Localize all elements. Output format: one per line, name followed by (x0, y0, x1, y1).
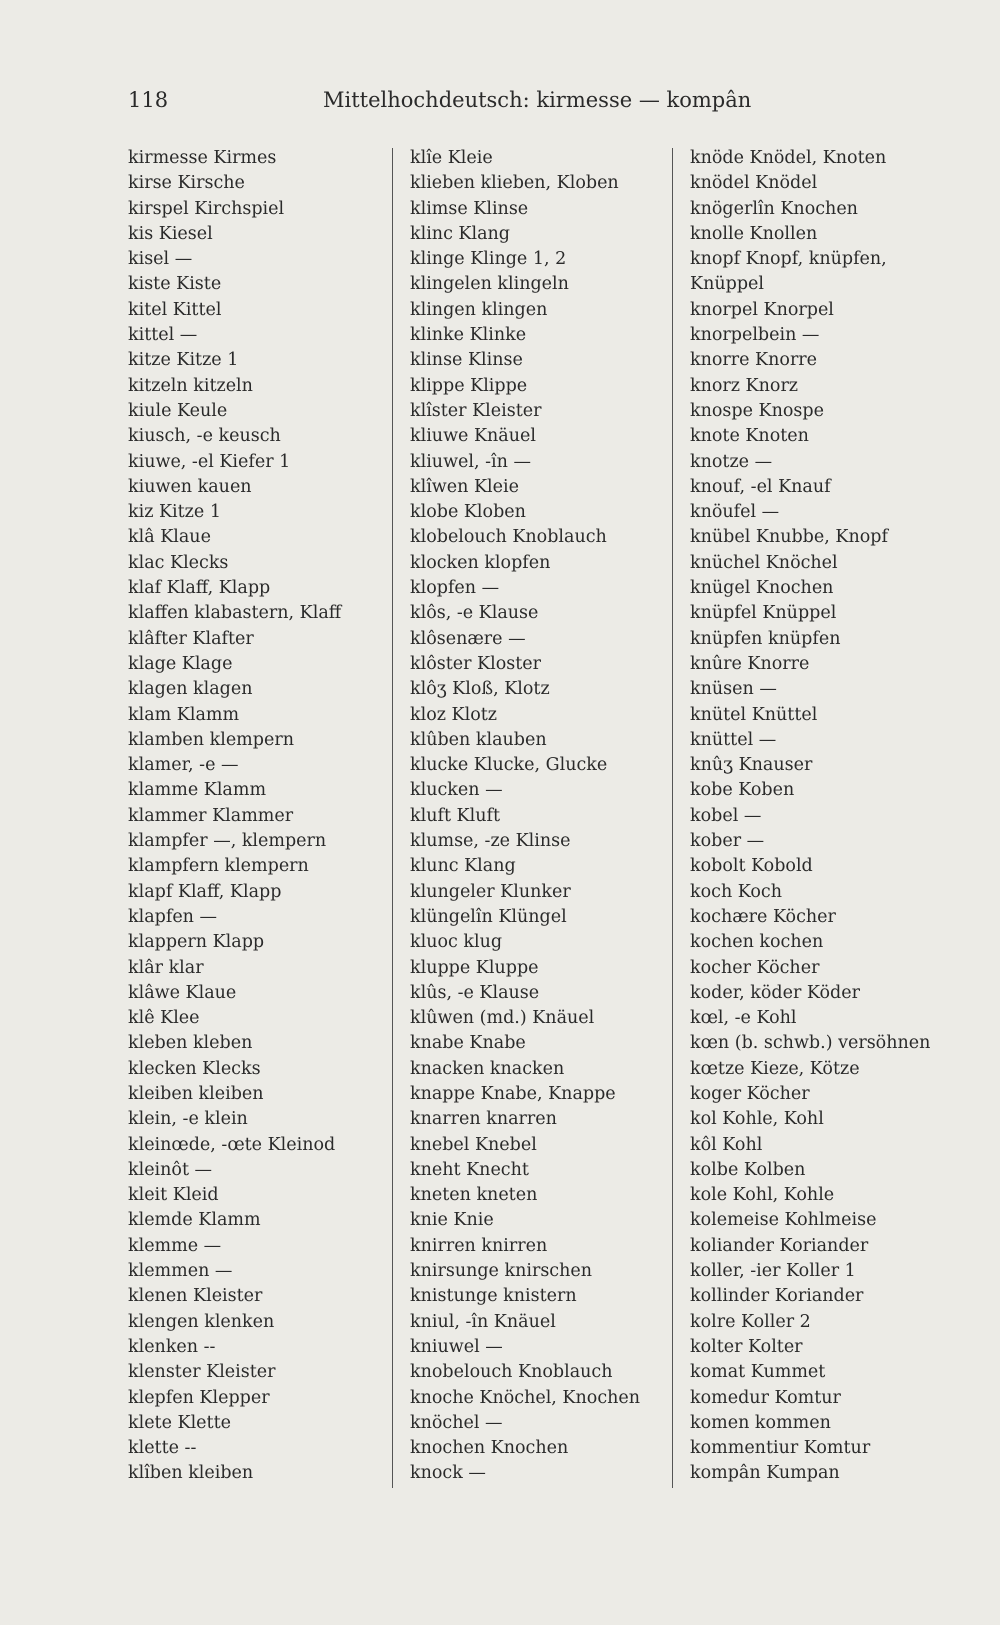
dictionary-entry: knögerlîn Knochen (690, 198, 858, 219)
dictionary-entry: knistunge knistern (410, 1286, 577, 1307)
dictionary-entry: kollinder Koriander (690, 1286, 864, 1307)
dictionary-entry: koch Koch (690, 881, 782, 902)
dictionary-entry: kole Kohl, Kohle (690, 1185, 835, 1206)
dictionary-entry: kompân Kumpan (690, 1463, 840, 1484)
dictionary-entry: klîe Kleie (410, 148, 493, 168)
dictionary-entry: knobelouch Knoblauch (410, 1362, 613, 1383)
dictionary-entry: klein, -e klein (128, 1109, 248, 1130)
dictionary-entry: koller, -ier Koller 1 (690, 1261, 856, 1282)
dictionary-entry: klamme Klamm (128, 780, 267, 801)
dictionary-entry: klippe Klippe (410, 375, 528, 396)
dictionary-entry: klumse, -ze Klinse (410, 831, 571, 852)
dictionary-entry: knödel Knödel (690, 173, 818, 194)
dictionary-entry: klac Klecks (128, 552, 229, 573)
dictionary-entry: kniul, -în Knäuel (410, 1311, 556, 1332)
dictionary-entry: klieben klieben, Kloben (410, 173, 619, 194)
dictionary-entry: kneht Knecht (410, 1159, 529, 1180)
dictionary-entry: klâr klar (128, 957, 204, 978)
dictionary-entry: komedur Komtur (690, 1387, 841, 1408)
dictionary-entry: klagen klagen (128, 679, 253, 700)
dictionary-entry: klâ Klaue (128, 527, 211, 548)
dictionary-entry: kleit Kleid (128, 1185, 219, 1206)
dictionary-entry: knochen Knochen (410, 1438, 569, 1459)
dictionary-entry: klucke Klucke, Glucke (410, 755, 608, 776)
dictionary-entry: knüpfen knüpfen (690, 628, 841, 649)
dictionary-entry: knebel Knebel (410, 1134, 537, 1155)
dictionary-entry: kœn (b. schwb.) versöhnen (690, 1033, 931, 1054)
dictionary-entry: knübel Knubbe, Knopf (690, 527, 888, 548)
dictionary-entry: kiusch, -e keusch (128, 426, 281, 447)
dictionary-entry: klüngelîn Klüngel (410, 906, 567, 927)
dictionary-entry: kisel — (128, 249, 193, 270)
dictionary-entry: knöufel — (690, 502, 780, 523)
dictionary-entry: klunc Klang (410, 856, 516, 877)
dictionary-entry: kis Kiesel (128, 223, 213, 244)
dictionary-entry: kocher Köcher (690, 957, 820, 978)
page-number: 118 (128, 88, 169, 112)
dictionary-entry: knügel Knochen (690, 578, 834, 599)
dictionary-column-2 (410, 146, 655, 1487)
dictionary-entry: klinke Klinke (410, 325, 527, 346)
dictionary-entry: knoche Knöchel, Knochen (410, 1387, 641, 1408)
dictionary-entry: klenster Kleister (128, 1362, 276, 1383)
dictionary-entry: kiste Kiste (128, 274, 222, 295)
dictionary-entry: kitze Kitze 1 (128, 350, 239, 371)
dictionary-entry: klenen Kleister (128, 1286, 263, 1307)
dictionary-entry: koger Köcher (690, 1083, 810, 1104)
dictionary-entry: kol Kohle, Kohl (690, 1109, 824, 1130)
dictionary-column-3 (690, 146, 950, 1487)
dictionary-entry: klâfter Klafter (128, 628, 254, 649)
column-divider (672, 148, 673, 1488)
dictionary-entry: klobelouch Knoblauch (410, 527, 607, 548)
dictionary-entry: kiz Kitze 1 (128, 502, 221, 523)
dictionary-entry: komen kommen (690, 1412, 831, 1433)
column-divider (392, 148, 393, 1488)
dictionary-entry: kober — (690, 831, 765, 852)
dictionary-entry: komat Kummet (690, 1362, 826, 1383)
dictionary-entry: knüsen — (690, 679, 777, 700)
dictionary-entry: knie Knie (410, 1210, 494, 1231)
dictionary-entry: klôʒ Kloß, Klotz (410, 679, 550, 700)
dictionary-entry: kœtze Kieze, Kötze (690, 1058, 860, 1079)
dictionary-entry: kleinœde, -œte Kleinod (128, 1134, 336, 1155)
dictionary-entry: kirspel Kirchspiel (128, 198, 285, 219)
dictionary-entry: knock — (410, 1463, 486, 1484)
dictionary-entry: kirse Kirsche (128, 173, 245, 194)
dictionary-entry: klete Klette (128, 1412, 231, 1433)
dictionary-entry: kobolt Kobold (690, 856, 813, 877)
dictionary-entry: klungeler Klunker (410, 881, 571, 902)
dictionary-entry: klemmen — (128, 1261, 233, 1282)
dictionary-entry: klôster Kloster (410, 653, 541, 674)
dictionary-entry: knacken knacken (410, 1058, 565, 1079)
dictionary-entry: klobe Kloben (410, 502, 526, 523)
dictionary-entry: klîben kleiben (128, 1463, 254, 1484)
dictionary-entry: kiule Keule (128, 400, 228, 421)
dictionary-entry: kneten kneten (410, 1185, 538, 1206)
dictionary-entry: kolre Koller 2 (690, 1311, 811, 1332)
page-header (128, 88, 752, 118)
dictionary-entry: klapf Klaff, Klapp (128, 881, 282, 902)
dictionary-entry: kleinôt — (128, 1159, 213, 1180)
dictionary-entry: kloz Klotz (410, 704, 497, 725)
dictionary-entry: kobe Koben (690, 780, 795, 801)
dictionary-entry: knorre Knorre (690, 350, 818, 371)
dictionary-entry: kommentiur Komtur (690, 1438, 871, 1459)
dictionary-entry: kolemeise Kohlmeise (690, 1210, 877, 1231)
dictionary-entry: knûʒ Knauser (690, 755, 813, 776)
dictionary-entry: kolbe Kolben (690, 1159, 806, 1180)
dictionary-entry: kochære Köcher (690, 906, 836, 927)
dictionary-entry: klemme — (128, 1235, 222, 1256)
dictionary-entry: klam Klamm (128, 704, 240, 725)
dictionary-entry: knirren knirren (410, 1235, 548, 1256)
dictionary-entry: klapfen — (128, 906, 218, 927)
dictionary-entry: kluppe Kluppe (410, 957, 539, 978)
dictionary-entry: knote Knoten (690, 426, 809, 447)
dictionary-entry: klammer Klammer (128, 805, 294, 826)
dictionary-entry: klûs, -e Klause (410, 982, 540, 1003)
dictionary-entry: klampfer —, klempern (128, 831, 327, 852)
dictionary-entry: knospe Knospe (690, 400, 824, 421)
dictionary-entry: kœl, -e Kohl (690, 1008, 797, 1029)
dictionary-entry: kitel Kittel (128, 299, 222, 320)
dictionary-entry: klopfen — (410, 578, 500, 599)
dictionary-entry: kliuwe Knäuel (410, 426, 536, 447)
dictionary-entry: klepfen Klepper (128, 1387, 270, 1408)
dictionary-entry: koliander Koriander (690, 1235, 869, 1256)
dictionary-entry: klage Klage (128, 653, 233, 674)
dictionary-entry: kirmesse Kirmes (128, 148, 277, 168)
dictionary-entry: klampfern klempern (128, 856, 309, 877)
dictionary-entry: kitzeln kitzeln (128, 375, 253, 396)
dictionary-entry: kolter Kolter (690, 1336, 803, 1357)
dictionary-entry: klîster Kleister (410, 400, 542, 421)
dictionary-entry: kluft Kluft (410, 805, 500, 826)
dictionary-entry: klamer, -e — (128, 755, 239, 776)
dictionary-entry: klappern Klapp (128, 932, 265, 953)
dictionary-entry: Knüppel (690, 274, 764, 295)
dictionary-entry: knorpel Knorpel (690, 299, 834, 320)
dictionary-entry: knotze — (690, 451, 773, 472)
dictionary-entry: knarren knarren (410, 1109, 557, 1130)
dictionary-entry: klaf Klaff, Klapp (128, 578, 271, 599)
dictionary-entry: knöde Knödel, Knoten (690, 148, 887, 168)
dictionary-entry: kluoc klug (410, 932, 503, 953)
dictionary-entry: klamben klempern (128, 729, 294, 750)
dictionary-entry: kiuwen kauen (128, 476, 252, 497)
dictionary-entry: klemde Klamm (128, 1210, 261, 1231)
dictionary-entry: knüchel Knöchel (690, 552, 838, 573)
dictionary-entry: klâwe Klaue (128, 982, 237, 1003)
dictionary-entry: klengen klenken (128, 1311, 275, 1332)
dictionary-entry: kittel — (128, 325, 198, 346)
dictionary-entry: klê Klee (128, 1008, 200, 1029)
dictionary-entry: klôsenære — (410, 628, 526, 649)
dictionary-entry: kochen kochen (690, 932, 824, 953)
dictionary-entry: klîwen Kleie (410, 476, 519, 497)
dictionary-entry: knüpfel Knüppel (690, 603, 837, 624)
dictionary-entry: klinse Klinse (410, 350, 523, 371)
dictionary-entry: kleben kleben (128, 1033, 253, 1054)
dictionary-entry: kleiben kleiben (128, 1083, 264, 1104)
dictionary-entry: kliuwel, -în — (410, 451, 531, 472)
dictionary-entry: kobel — (690, 805, 762, 826)
dictionary-entry: klaffen klabastern, Klaff (128, 603, 342, 624)
dictionary-entry: knöchel — (410, 1412, 503, 1433)
dictionary-entry: klette -- (128, 1438, 197, 1459)
dictionary-entry: klûwen (md.) Knäuel (410, 1008, 595, 1029)
dictionary-entry: knüttel — (690, 729, 777, 750)
dictionary-entry: knirsunge knirschen (410, 1261, 592, 1282)
dictionary-entry: kôl Kohl (690, 1134, 763, 1155)
dictionary-entry: klôs, -e Klause (410, 603, 539, 624)
dictionary-entry: klûben klauben (410, 729, 547, 750)
dictionary-entry: knolle Knollen (690, 223, 818, 244)
running-head: Mittelhochdeutsch: kirmesse — kompân (323, 88, 752, 112)
dictionary-entry: klinc Klang (410, 223, 511, 244)
dictionary-column-1 (128, 146, 373, 1487)
dictionary-entry: klecken Klecks (128, 1058, 261, 1079)
dictionary-entry: knappe Knabe, Knappe (410, 1083, 616, 1104)
dictionary-entry: koder, köder Köder (690, 982, 860, 1003)
dictionary-entry: kiuwe, -el Kiefer 1 (128, 451, 291, 472)
dictionary-entry: klocken klopfen (410, 552, 551, 573)
dictionary-entry: kniuwel — (410, 1336, 503, 1357)
dictionary-entry: klinge Klinge 1, 2 (410, 249, 567, 270)
dictionary-entry: klingelen klingeln (410, 274, 569, 295)
dictionary-entry: knorz Knorz (690, 375, 799, 396)
dictionary-entry: klingen klingen (410, 299, 548, 320)
dictionary-entry: klenken -- (128, 1336, 216, 1357)
dictionary-entry: knorpelbein — (690, 325, 820, 346)
dictionary-entry: knûre Knorre (690, 653, 810, 674)
dictionary-entry: klucken — (410, 780, 503, 801)
dictionary-entry: knabe Knabe (410, 1033, 526, 1054)
dictionary-entry: klimse Klinse (410, 198, 529, 219)
dictionary-entry: knouf, -el Knauf (690, 476, 831, 497)
dictionary-entry: knütel Knüttel (690, 704, 818, 725)
dictionary-entry: knopf Knopf, knüpfen, (690, 249, 887, 270)
